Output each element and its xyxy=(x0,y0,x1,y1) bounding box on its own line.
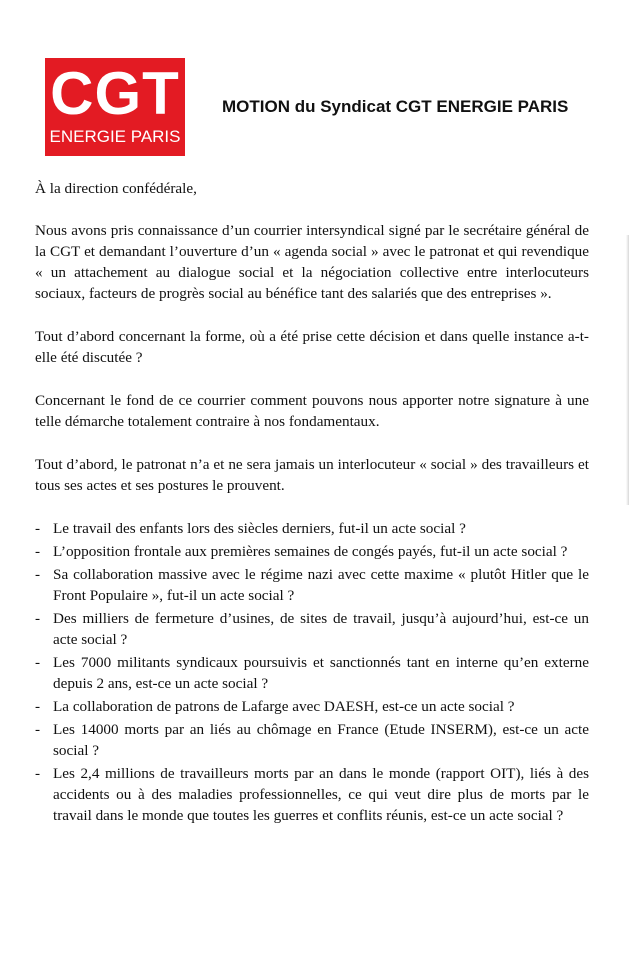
list-item-text: L’opposition frontale aux premières semaines de congés payés, fut-il un acte social ? xyxy=(53,543,568,560)
bullet-dash: - xyxy=(35,721,41,738)
cgt-logo xyxy=(45,58,185,156)
paragraph: Tout d’abord concernant la forme, où a été prise cette décision et dans quelle instance a-t-elle été discutée ? xyxy=(35,328,589,366)
list-item-text: Les 14000 morts par an liés au chômage en France (Etude INSERM), est-ce un acte social ? xyxy=(53,721,589,759)
bullet-list xyxy=(35,518,589,826)
document-title: MOTION du Syndicat CGT ENERGIE PARIS xyxy=(222,97,569,116)
list-item xyxy=(35,763,589,826)
paragraph: Tout d’abord, le patronat n’a et ne sera jamais un interlocuteur « social » des travailleurs et tous ses actes et ses postures le prouvent. xyxy=(35,456,589,494)
logo-sub-text: ENERGIE PARIS xyxy=(49,127,181,146)
bullet-dash: - xyxy=(35,610,41,627)
bullet-dash: - xyxy=(35,765,41,782)
list-item-text: Des milliers de fermeture d’usines, de sites de travail, jusqu’à aujourd’hui, est-ce un acte social ? xyxy=(53,610,589,648)
list-item-text: Les 2,4 millions de travailleurs morts par an dans le monde (rapport OIT), liés à des accidents ou à des maladies professionnelles, ce qui veut dire plus de morts par le travail dans le monde que toutes les guerres et conflits réunis, est-ce un acte social ? xyxy=(53,765,589,824)
list-item xyxy=(35,652,589,694)
list-item xyxy=(35,719,589,761)
list-item-text: Les 7000 militants syndicaux poursuivis et sanctionnés tant en interne qu’en externe depuis 2 ans, est-ce un acte social ? xyxy=(53,654,589,692)
list-item-text: Le travail des enfants lors des siècles derniers, fut-il un acte social ? xyxy=(53,520,466,537)
bullet-dash: - xyxy=(35,566,41,583)
list-item xyxy=(35,696,589,717)
bullet-dash: - xyxy=(35,520,41,537)
paragraph: Concernant le fond de ce courrier comment pouvons nous apporter notre signature à une telle démarche totalement contraire à nos fondamentaux. xyxy=(35,392,589,430)
list-item xyxy=(35,518,589,539)
list-item-text: La collaboration de patrons de Lafarge avec DAESH, est-ce un acte social ? xyxy=(53,698,515,715)
list-item xyxy=(35,608,589,650)
letter-body xyxy=(35,178,589,828)
salutation: À la direction confédérale, xyxy=(35,180,197,197)
paragraph: Nous avons pris connaissance d’un courrier intersyndical signé par le secrétaire général de la CGT et demandant l’ouverture d’un « agenda social » avec le patronat et qui revendique « un attachement au dialogue social et la négociation collective entre interlocuteurs sociaux, facteurs de progrès social au bénéfice tant des salariés que des entreprises ». xyxy=(35,222,589,302)
list-item xyxy=(35,564,589,606)
bullet-dash: - xyxy=(35,698,41,715)
list-item xyxy=(35,541,589,562)
list-item-text: Sa collaboration massive avec le régime nazi avec cette maxime « plutôt Hitler que le Front Populaire », fut-il un acte social ? xyxy=(53,566,589,604)
bullet-dash: - xyxy=(35,654,41,671)
bullet-dash: - xyxy=(35,543,41,560)
logo-main-text: CGT xyxy=(50,60,180,127)
